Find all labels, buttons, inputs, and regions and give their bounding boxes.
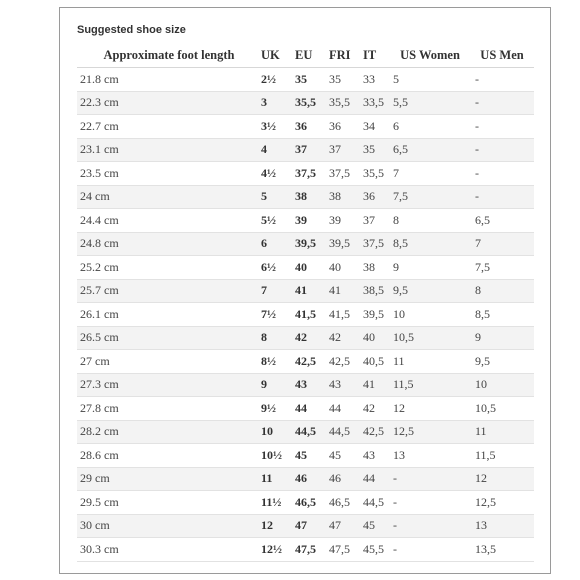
table-row (77, 162, 534, 186)
table-row (77, 514, 534, 538)
eu-cell: 44 (292, 397, 326, 421)
us-women-cell: 5 (390, 68, 467, 92)
foot-length-cell: 27 cm (77, 350, 258, 374)
fri-cell: 39,5 (326, 232, 360, 256)
uk-cell: 4 (258, 138, 292, 162)
uk-cell: 6 (258, 232, 292, 256)
it-cell: 37 (360, 209, 390, 233)
eu-cell: 47 (292, 514, 326, 538)
foot-length-cell: 30 cm (77, 514, 258, 538)
it-cell: 35 (360, 138, 390, 162)
eu-cell: 42,5 (292, 350, 326, 374)
us-men-cell: 10,5 (467, 397, 534, 421)
foot-length-cell: 30.3 cm (77, 538, 258, 562)
fri-cell: 45 (326, 444, 360, 468)
col-header-it: IT (360, 44, 390, 68)
us-women-cell: 10 (390, 303, 467, 327)
table-row (77, 420, 534, 444)
uk-cell: 3 (258, 91, 292, 115)
foot-length-cell: 24.4 cm (77, 209, 258, 233)
fri-cell: 41 (326, 279, 360, 303)
fri-cell: 43 (326, 373, 360, 397)
fri-cell: 47 (326, 514, 360, 538)
col-header-us-women: US Women (390, 44, 467, 68)
col-header-eu: EU (292, 44, 326, 68)
table-header (77, 44, 534, 68)
uk-cell: 5 (258, 185, 292, 209)
it-cell: 33,5 (360, 91, 390, 115)
col-header-fri: FRI (326, 44, 360, 68)
uk-cell: 8 (258, 326, 292, 350)
foot-length-cell: 29.5 cm (77, 491, 258, 515)
table-row (77, 373, 534, 397)
us-men-cell: 6,5 (467, 209, 534, 233)
eu-cell: 43 (292, 373, 326, 397)
eu-cell: 37 (292, 138, 326, 162)
table-row (77, 185, 534, 209)
eu-cell: 39,5 (292, 232, 326, 256)
it-cell: 38 (360, 256, 390, 280)
us-men-cell: 12,5 (467, 491, 534, 515)
col-header-foot-length: Approximate foot length (77, 44, 258, 68)
fri-cell: 47,5 (326, 538, 360, 562)
it-cell: 39,5 (360, 303, 390, 327)
table-row (77, 115, 534, 139)
us-men-cell: 11 (467, 420, 534, 444)
col-header-us-men: US Men (467, 44, 534, 68)
us-women-cell: 11,5 (390, 373, 467, 397)
foot-length-cell: 21.8 cm (77, 68, 258, 92)
it-cell: 40 (360, 326, 390, 350)
fri-cell: 37 (326, 138, 360, 162)
fri-cell: 44,5 (326, 420, 360, 444)
foot-length-cell: 29 cm (77, 467, 258, 491)
fri-cell: 46 (326, 467, 360, 491)
us-women-cell: - (390, 538, 467, 562)
us-men-cell: 8,5 (467, 303, 534, 327)
uk-cell: 4½ (258, 162, 292, 186)
uk-cell: 7½ (258, 303, 292, 327)
us-women-cell: 8,5 (390, 232, 467, 256)
us-women-cell: 6,5 (390, 138, 467, 162)
table-row (77, 68, 534, 92)
us-women-cell: 11 (390, 350, 467, 374)
table-row (77, 444, 534, 468)
fri-cell: 35,5 (326, 91, 360, 115)
us-women-cell: - (390, 467, 467, 491)
it-cell: 37,5 (360, 232, 390, 256)
uk-cell: 9½ (258, 397, 292, 421)
us-women-cell: 9,5 (390, 279, 467, 303)
table-row (77, 138, 534, 162)
fri-cell: 44 (326, 397, 360, 421)
table-row (77, 91, 534, 115)
foot-length-cell: 27.8 cm (77, 397, 258, 421)
foot-length-cell: 27.3 cm (77, 373, 258, 397)
table-row (77, 397, 534, 421)
eu-cell: 37,5 (292, 162, 326, 186)
eu-cell: 46 (292, 467, 326, 491)
fri-cell: 41,5 (326, 303, 360, 327)
it-cell: 42,5 (360, 420, 390, 444)
uk-cell: 5½ (258, 209, 292, 233)
it-cell: 33 (360, 68, 390, 92)
uk-cell: 9 (258, 373, 292, 397)
table-row (77, 256, 534, 280)
it-cell: 38,5 (360, 279, 390, 303)
eu-cell: 44,5 (292, 420, 326, 444)
fri-cell: 35 (326, 68, 360, 92)
table-row (77, 467, 534, 491)
us-men-cell: 13,5 (467, 538, 534, 562)
uk-cell: 12 (258, 514, 292, 538)
it-cell: 44 (360, 467, 390, 491)
eu-cell: 41,5 (292, 303, 326, 327)
us-women-cell: 7,5 (390, 185, 467, 209)
us-men-cell: 12 (467, 467, 534, 491)
it-cell: 41 (360, 373, 390, 397)
it-cell: 42 (360, 397, 390, 421)
table-row (77, 350, 534, 374)
us-women-cell: 9 (390, 256, 467, 280)
uk-cell: 3½ (258, 115, 292, 139)
eu-cell: 40 (292, 256, 326, 280)
table-row (77, 326, 534, 350)
eu-cell: 35 (292, 68, 326, 92)
foot-length-cell: 24.8 cm (77, 232, 258, 256)
foot-length-cell: 28.2 cm (77, 420, 258, 444)
us-women-cell: 5,5 (390, 91, 467, 115)
eu-cell: 46,5 (292, 491, 326, 515)
us-women-cell: 10,5 (390, 326, 467, 350)
us-men-cell: - (467, 138, 534, 162)
foot-length-cell: 23.5 cm (77, 162, 258, 186)
panel-title: Suggested shoe size (77, 24, 186, 36)
fri-cell: 42,5 (326, 350, 360, 374)
foot-length-cell: 24 cm (77, 185, 258, 209)
us-women-cell: - (390, 491, 467, 515)
uk-cell: 11 (258, 467, 292, 491)
it-cell: 35,5 (360, 162, 390, 186)
foot-length-cell: 26.1 cm (77, 303, 258, 327)
table-row (77, 279, 534, 303)
fri-cell: 40 (326, 256, 360, 280)
us-men-cell: - (467, 91, 534, 115)
us-women-cell: - (390, 514, 467, 538)
it-cell: 43 (360, 444, 390, 468)
header-row (77, 44, 534, 68)
it-cell: 45,5 (360, 538, 390, 562)
uk-cell: 8½ (258, 350, 292, 374)
eu-cell: 47,5 (292, 538, 326, 562)
table-row (77, 538, 534, 562)
us-women-cell: 6 (390, 115, 467, 139)
eu-cell: 39 (292, 209, 326, 233)
us-men-cell: 7 (467, 232, 534, 256)
foot-length-cell: 23.1 cm (77, 138, 258, 162)
fri-cell: 36 (326, 115, 360, 139)
it-cell: 45 (360, 514, 390, 538)
uk-cell: 12½ (258, 538, 292, 562)
us-men-cell: - (467, 115, 534, 139)
table-row (77, 491, 534, 515)
eu-cell: 35,5 (292, 91, 326, 115)
eu-cell: 45 (292, 444, 326, 468)
us-men-cell: - (467, 68, 534, 92)
fri-cell: 39 (326, 209, 360, 233)
foot-length-cell: 22.3 cm (77, 91, 258, 115)
col-header-uk: UK (258, 44, 292, 68)
us-men-cell: 9 (467, 326, 534, 350)
us-women-cell: 12,5 (390, 420, 467, 444)
it-cell: 44,5 (360, 491, 390, 515)
fri-cell: 42 (326, 326, 360, 350)
us-men-cell: 13 (467, 514, 534, 538)
uk-cell: 10 (258, 420, 292, 444)
uk-cell: 7 (258, 279, 292, 303)
fri-cell: 37,5 (326, 162, 360, 186)
us-women-cell: 7 (390, 162, 467, 186)
foot-length-cell: 22.7 cm (77, 115, 258, 139)
foot-length-cell: 25.2 cm (77, 256, 258, 280)
it-cell: 34 (360, 115, 390, 139)
eu-cell: 41 (292, 279, 326, 303)
fri-cell: 38 (326, 185, 360, 209)
us-men-cell: - (467, 185, 534, 209)
us-women-cell: 12 (390, 397, 467, 421)
table-body (77, 68, 534, 562)
foot-length-cell: 28.6 cm (77, 444, 258, 468)
us-men-cell: 8 (467, 279, 534, 303)
uk-cell: 6½ (258, 256, 292, 280)
size-table (77, 44, 534, 562)
us-men-cell: 9,5 (467, 350, 534, 374)
uk-cell: 10½ (258, 444, 292, 468)
us-men-cell: 10 (467, 373, 534, 397)
table-row (77, 232, 534, 256)
size-guide-panel (59, 7, 551, 574)
us-women-cell: 8 (390, 209, 467, 233)
table-row (77, 209, 534, 233)
it-cell: 36 (360, 185, 390, 209)
foot-length-cell: 25.7 cm (77, 279, 258, 303)
eu-cell: 42 (292, 326, 326, 350)
foot-length-cell: 26.5 cm (77, 326, 258, 350)
uk-cell: 2½ (258, 68, 292, 92)
us-men-cell: - (467, 162, 534, 186)
us-men-cell: 7,5 (467, 256, 534, 280)
it-cell: 40,5 (360, 350, 390, 374)
us-men-cell: 11,5 (467, 444, 534, 468)
fri-cell: 46,5 (326, 491, 360, 515)
uk-cell: 11½ (258, 491, 292, 515)
table-row (77, 303, 534, 327)
us-women-cell: 13 (390, 444, 467, 468)
eu-cell: 36 (292, 115, 326, 139)
eu-cell: 38 (292, 185, 326, 209)
